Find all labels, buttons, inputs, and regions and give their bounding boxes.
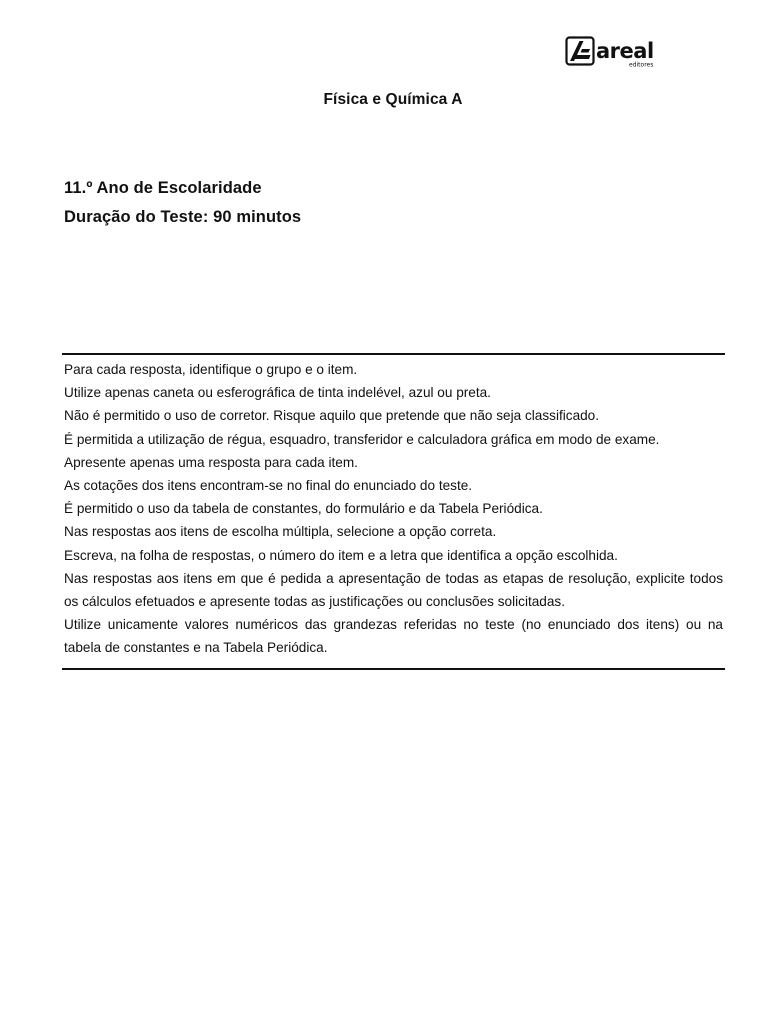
instruction-line: Utilize apenas caneta ou esferográfica de tinta indelével, azul ou preta. [64, 385, 491, 401]
instruction-line: tabela de constantes e na Tabela Periódica. [64, 640, 328, 656]
logo-sub-text: editores [629, 61, 654, 68]
instruction-line: É permitida a utilização de régua, esquadro, transferidor e calculadora gráfica em modo de exame. [64, 431, 660, 447]
instruction-line: Utilize unicamente valores numéricos das grandezas referidas no teste (no enunciado dos itens) ou na [64, 617, 723, 633]
subject-title: Física e Química A [323, 91, 463, 108]
instruction-line: Escreva, na folha de respostas, o número do item e a letra que identifica a opção escolhida. [64, 547, 618, 563]
instruction-line: Para cada resposta, identifique o grupo e o item. [64, 362, 358, 377]
areal-editores-logo-icon [565, 36, 680, 68]
instructions-box [62, 353, 725, 670]
grade-level: 11.º Ano de Escolaridade [64, 179, 262, 197]
instruction-line: Não é permitido o uso de corretor. Risque aquilo que pretende que não seja classificado. [64, 408, 600, 424]
publisher-logo [565, 36, 680, 68]
instruction-line: Nas respostas aos itens em que é pedida a apresentação de todas as etapas de resolução, explicite todos [64, 570, 723, 586]
test-duration: Duração do Teste: 90 minutos [64, 208, 302, 226]
instruction-line: Apresente apenas uma resposta para cada item. [64, 454, 358, 470]
instruction-line: É permitido o uso da tabela de constantes, do formulário e da Tabela Periódica. [64, 501, 543, 517]
instruction-line: Nas respostas aos itens de escolha múltipla, selecione a opção correta. [64, 524, 497, 540]
logo-brand-text: areal [596, 39, 654, 63]
instruction-line: os cálculos efetuados e apresente todas as justificações ou conclusões solicitadas. [64, 594, 565, 610]
instruction-line: As cotações dos itens encontram-se no final do enunciado do teste. [64, 478, 473, 494]
